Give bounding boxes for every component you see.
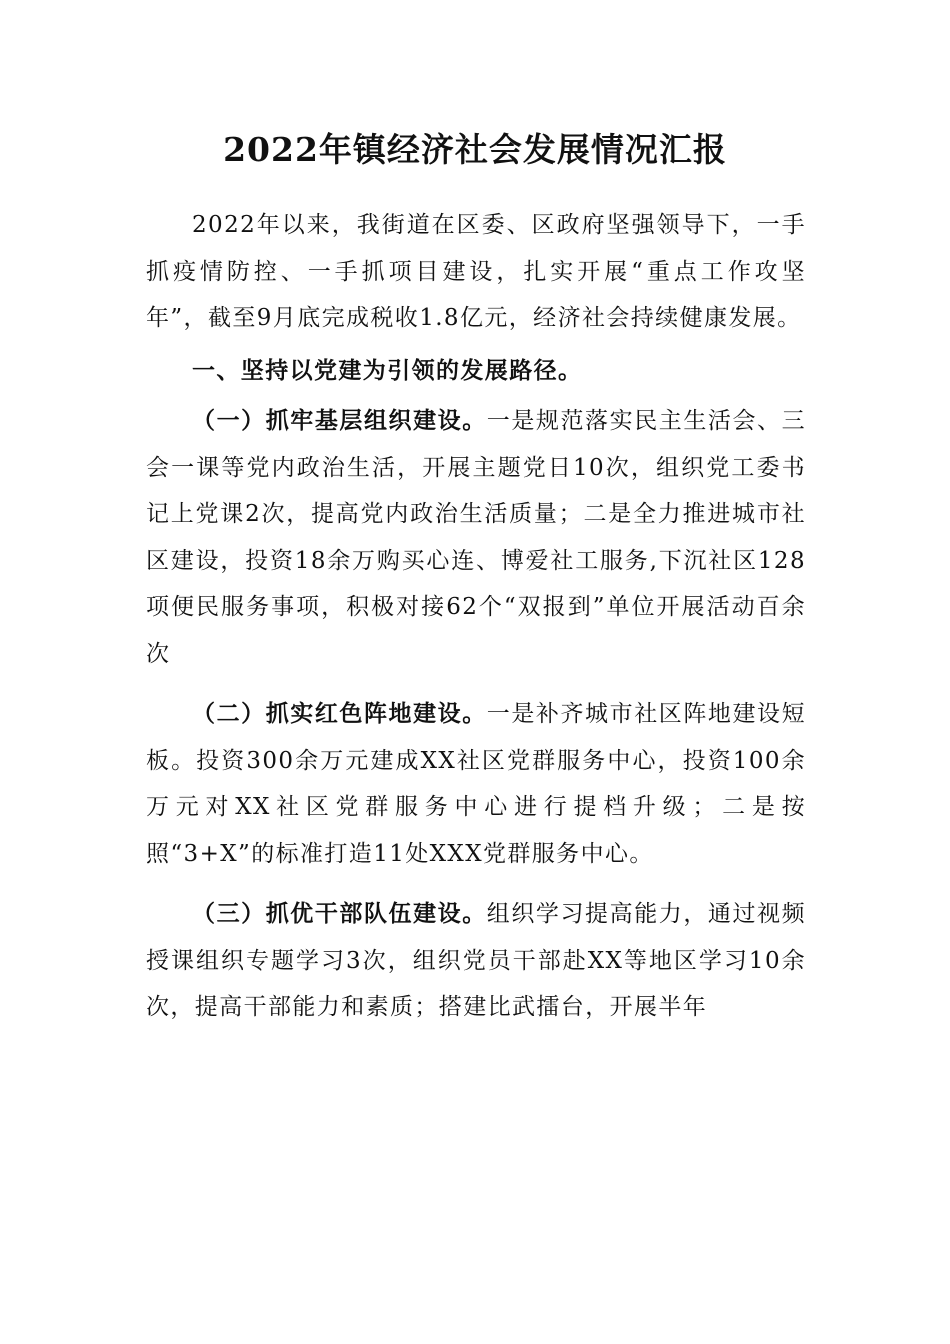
subsection-paragraph (146, 891, 806, 1031)
subsection-text: 一是补齐城市社区阵地建设短板。投资300余万元建成XX社区党群服务中心，投资100余万元对XX社区党群服务中心进行提档升级；二是按照“3+X”的标准打造11处XXX党群服务中心。 (146, 701, 806, 867)
subsection-title: （一）抓牢基层组织建设。 (192, 407, 487, 434)
subsection-paragraph (146, 691, 806, 877)
subsection-title: （三）抓优干部队伍建设。 (192, 900, 487, 927)
subsection-paragraph (146, 398, 806, 677)
intro-paragraph: 2022年以来，我街道在区委、区政府坚强领导下，一手抓疫情防控、一手抓项目建设，扎实开展“重点工作攻坚年”，截至9月底完成税收1.8亿元，经济社会持续健康发展。 (146, 212, 806, 331)
document-title: 2022年镇经济社会发展情况汇报 (223, 130, 727, 169)
section-heading: 一、坚持以党建为引领的发展路径。 (192, 356, 583, 384)
subsection-title: （二）抓实红色阵地建设。 (192, 700, 487, 727)
subsection-text: 一是规范落实民主生活会、三会一课等党内政治生活，开展主题党日10次，组织党工委书记上党课2次，提高党内政治生活质量；二是全力推进城市社区建设，投资18余万购买心连、博爱社工服务,下沉社区128项便民服务事项，积极对接62个“双报到”单位开展活动百余次 (146, 408, 806, 667)
document-body (146, 202, 806, 1045)
subsection-text: 组织学习提高能力，通过视频授课组织专题学习3次，组织党员干部赴XX等地区学习10余次，提高干部能力和素质；搭建比武擂台，开展半年 (146, 901, 806, 1020)
